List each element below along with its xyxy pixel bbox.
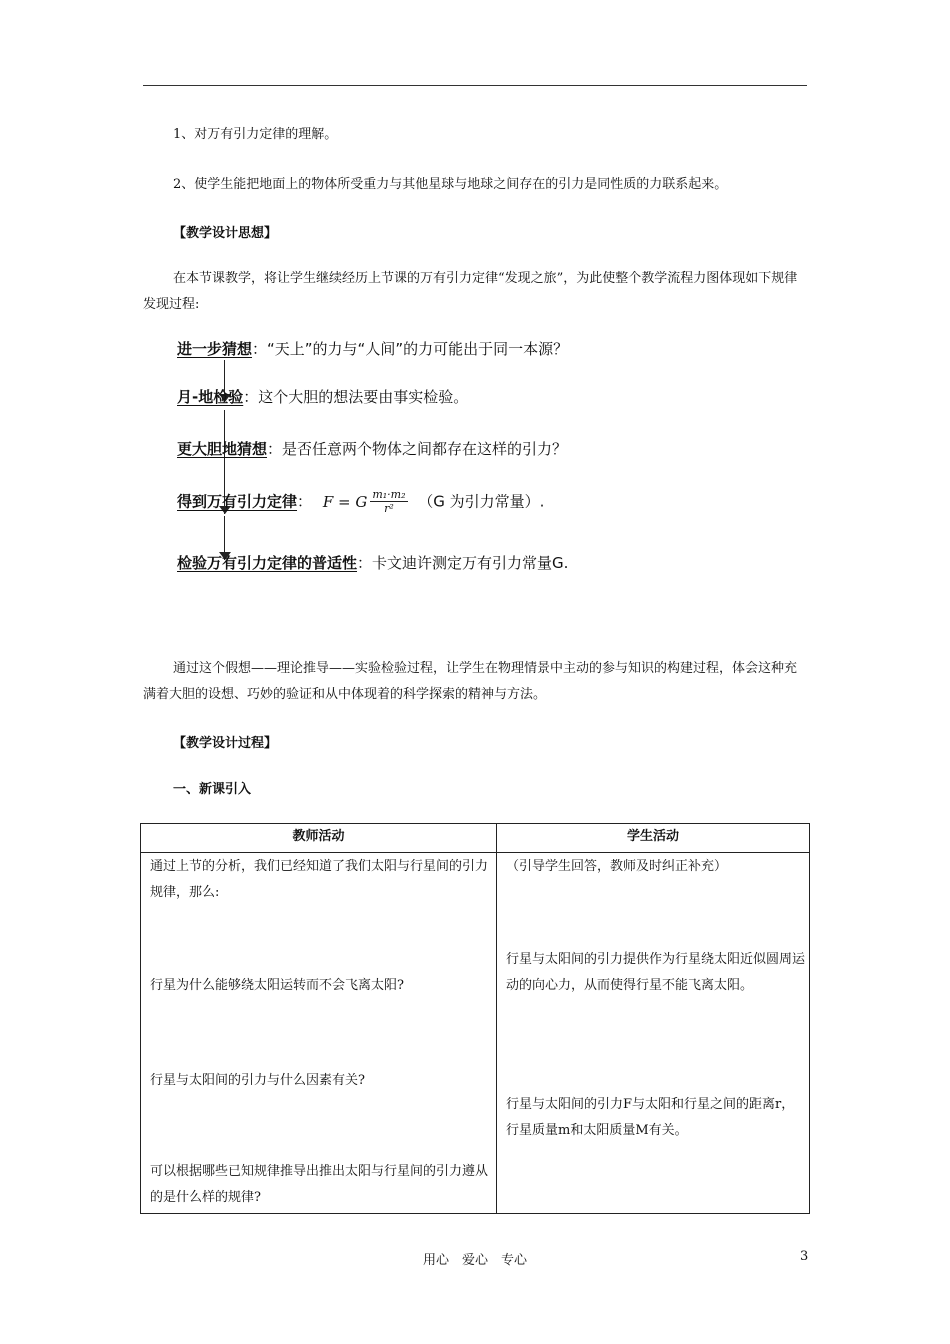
table-row (141, 853, 810, 1214)
section-title: 一、新课引入 (173, 782, 252, 797)
flow-step-1 (177, 338, 568, 359)
flow-step-text: ： (297, 492, 313, 511)
formula-note: （G 为引力常量）. (418, 492, 545, 511)
student-text-3: 行星与太阳间的引力F与太阳和行星之间的距离r，行星质量m和太阳质量M有关。 (506, 1097, 795, 1138)
flow-step-2 (177, 386, 468, 407)
formula-fraction (370, 488, 407, 515)
gravitation-formula (323, 488, 408, 515)
teacher-text-3: 行星与太阳间的引力与什么因素有关? (150, 1073, 365, 1088)
page-footer: 用心 爱心 专心 (422, 1253, 527, 1268)
flow-step-5 (177, 552, 568, 573)
teacher-text-1: 通过上节的分析，我们已经知道了我们太阳与行星间的引力规律，那么: (150, 859, 489, 900)
heading-design-process: 【教学设计过程】 (173, 736, 278, 751)
flow-step-label: 月-地检验 (177, 388, 244, 406)
flow-step-label: 进一步猜想 (177, 340, 253, 358)
header-rule (143, 85, 807, 86)
header-teacher: 教师活动 (141, 824, 497, 853)
flow-step-text: ：是否任意两个物体之间都存在这样的引力？ (267, 440, 568, 458)
item-1: 1、对万有引力定律的理解。 (173, 127, 338, 142)
student-text-2: 行星与太阳间的引力提供作为行星绕太阳近似圆周运动的向心力，从而使得行星不能飞离太阳。 (506, 952, 806, 993)
table-header-row (141, 824, 810, 853)
flow-step-4 (177, 488, 544, 515)
flow-step-text: ：这个大胆的想法要由事实检验。 (243, 388, 469, 406)
discovery-flowchart (175, 334, 675, 584)
student-cell (497, 853, 810, 1214)
item-2: 2、使学生能把地面上的物体所受重力与其他星球与地球之间存在的引力是同性质的力联系起来。 (173, 177, 728, 192)
intro-paragraph: 在本节课教学，将让学生继续经历上节课的万有引力定律“发现之旅”，为此使整个教学流程力图体现如下规律发现过程: (143, 271, 798, 312)
student-text-1: （引导学生回答，教师及时纠正补充） (506, 859, 728, 874)
teacher-text-2: 行星为什么能够绕太阳运转而不会飞离太阳? (150, 978, 404, 993)
formula-lhs: F = G (322, 492, 368, 511)
flow-step-3 (177, 438, 567, 459)
flow-step-label: 检验万有引力定律的普适性 (177, 554, 358, 572)
activity-table (140, 823, 810, 1214)
formula-denominator: r² (384, 502, 394, 515)
process-paragraph: 通过这个假想——理论推导——实验检验过程，让学生在物理情景中主动的参与知识的构建过程，体会这种充满着大胆的设想、巧妙的验证和从中体现着的科学探索的精神与方法。 (143, 661, 798, 702)
flow-step-label: 得到万有引力定律 (177, 492, 298, 511)
flow-step-text: ：“天上”的力与“人间”的力可能出于同一本源？ (252, 340, 569, 358)
teacher-cell (141, 853, 497, 1214)
heading-design-idea: 【教学设计思想】 (173, 226, 278, 241)
flow-step-text: ：卡文迪许测定万有引力常量G. (357, 554, 569, 572)
header-student: 学生活动 (497, 824, 810, 853)
teacher-text-4: 可以根据哪些已知规律推导出推出太阳与行星间的引力遵从的是什么样的规律? (150, 1164, 489, 1205)
page-number: 3 (800, 1249, 809, 1264)
flow-step-label: 更大胆地猜想 (177, 440, 268, 458)
formula-numerator: m₁·m₂ (372, 488, 406, 501)
